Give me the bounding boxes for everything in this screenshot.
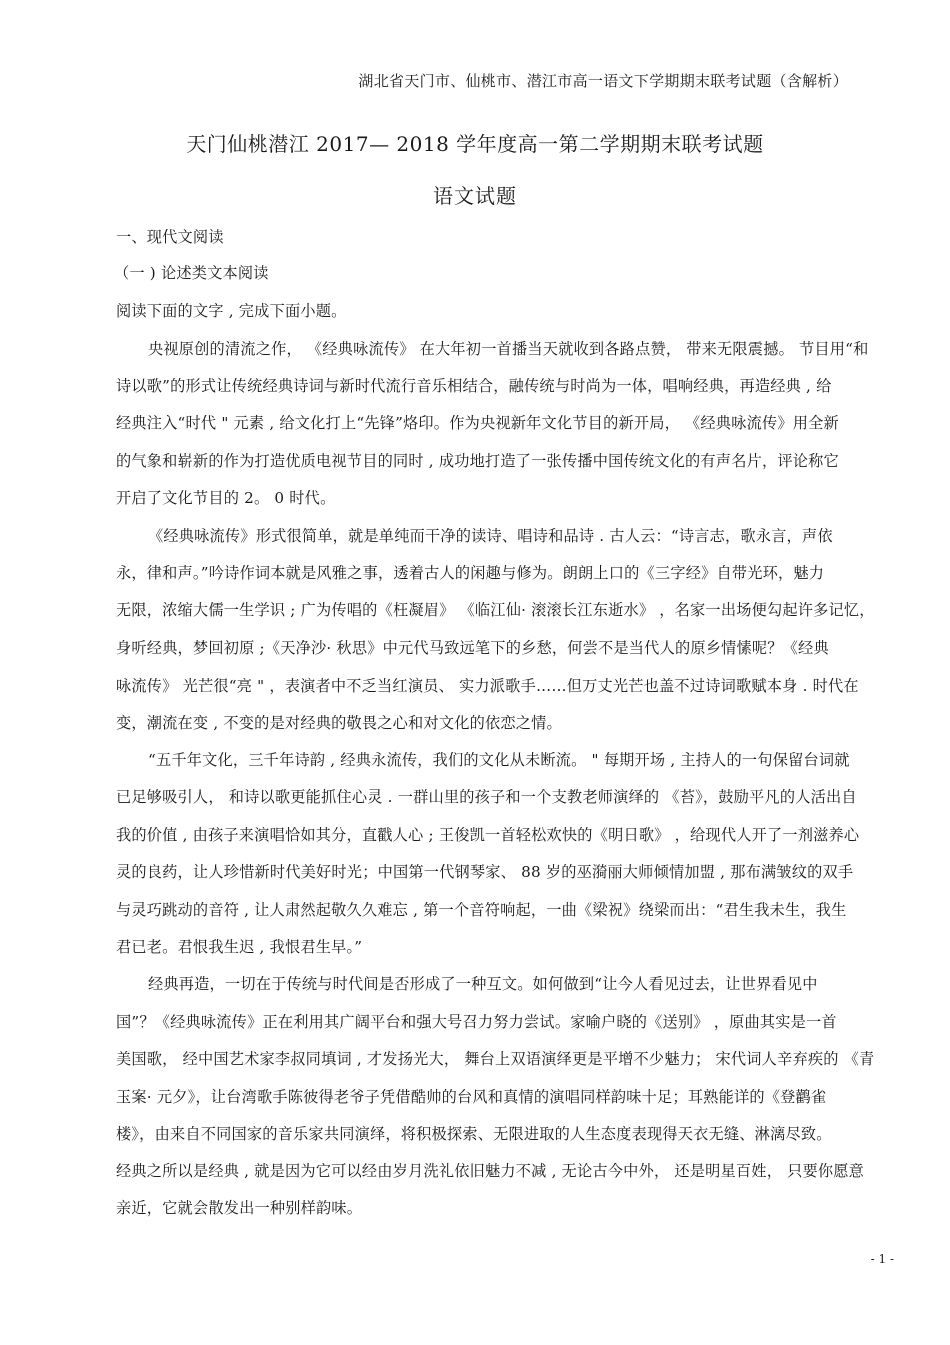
- para2-line2: 永，律和声。”吟诗作词本就是风雅之事，透着古人的闲趣与修为。朗朗上口的《三字经》自带光环，魅力: [116, 564, 825, 582]
- para2-line1: 《经典咏流传》形式很简单，就是单纯而干净的读诗、唱诗和品诗 . 古人云：“诗言志，歌永言，声依: [148, 527, 833, 545]
- para2-line6: 变，潮流在变 , 不变的是对经典的敬畏之心和对文化的依恋之情。: [116, 714, 562, 732]
- para3-line4: 灵的良药，让人珍惜新时代美好时光；中国第一代钢琴家、 88 岁的巫漪丽大师倾情加盟 , 那布满皱纹的双手: [116, 863, 854, 881]
- para1-line3: 经典注入“时代 " 元素 , 给文化打上“先锋”烙印。作为央视新年文化节目的新开局， 《经典咏流传》用全新: [116, 414, 839, 432]
- para1-line5: 开启了文化节目的 2。 0 时代。: [116, 489, 336, 507]
- para3-line2: 已足够吸引人， 和诗以歌更能抓住心灵 . 一群山里的孩子和一个支教老师演绎的 《苔》，鼓励平凡的人活出自: [116, 788, 857, 806]
- para3-line6: 君已老。君恨我生迟 , 我恨君生早。”: [116, 938, 363, 956]
- para4-line2: 国”？《经典咏流传》正在利用其广阔平台和强大号召力努力尝试。家喻户晓的《送别》 ，原曲其实是一首: [116, 1013, 837, 1031]
- reading-instruction: 阅读下面的文字 , 完成下面小题。: [116, 302, 347, 320]
- para2-line4: 身听经典，梦回初原 ;《天净沙· 秋思》中元代马致远笔下的乡愁，何尝不是当代人的原乡情愫呢？《经典: [116, 639, 829, 657]
- para1-line1: 央视原创的清流之作， 《经典咏流传》 在大年初一首播当天就收到各路点赞， 带来无限震撼。 节目用“和: [148, 340, 869, 358]
- para2-line3: 无限，浓缩大儒一生学识 ; 广为传唱的《枉凝眉》 《临江仙· 滚滚长江东逝水》 ，名家一出场便勾起许多记忆，: [116, 601, 875, 619]
- para2-line5: 咏流传》 光芒很“亮 " ，表演者中不乏当红演员、 实力派歌手……但万丈光芒也盖不过诗词歌赋本身 . 时代在: [116, 677, 859, 695]
- para3-line3: 我的价值 , 由孩子来演唱恰如其分，直戳人心 ; 王俊凯一首轻松欢快的《明日歌》 ，给现代人开了一剂滋养心: [116, 826, 860, 844]
- para4-line3: 美国歌， 经中国艺术家李叔同填词 , 才发扬光大， 舞台上双语演绎更是平增不少魅力； 宋代词人辛弃疾的 《青: [116, 1050, 875, 1068]
- para4-line5: 楼》，由来自不同国家的音乐家共同演绎，将积极探索、无限进取的人生态度表现得天衣无缝、淋漓尽致。: [116, 1125, 832, 1143]
- running-header: 湖北省天门市、仙桃市、潜江市高一语文下学期期末联考试题（含解析）: [358, 72, 848, 90]
- para4-line4: 玉案· 元夕》，让台湾歌手陈彼得老爷子凭借酷帅的台风和真情的演唱同样韵味十足；耳熟能详的《登鹳雀: [116, 1088, 827, 1106]
- para3-line5: 与灵巧跳动的音符 , 让人肃然起敬久久难忘 , 第一个音符响起，一曲《梁祝》绕梁而出：“君生我未生，我生: [116, 901, 847, 919]
- para1-line4: 的气象和崭新的作为打造优质电视节目的同时 , 成功地打造了一张传播中国传统文化的有声名片，评论称它: [116, 452, 839, 470]
- section-heading: 一、现代文阅读: [116, 228, 224, 246]
- para1-line2: 诗以歌”的形式让传统经典诗词与新时代流行音乐相结合，融传统与时尚为一体，唱响经典，再造经典 , 给: [116, 377, 832, 395]
- para4-line1: 经典再造，一切在于传统与时代间是否形成了一种互文。如何做到“让今人看见过去，让世界看见中: [148, 975, 818, 993]
- document-subtitle: 语文试题: [433, 184, 517, 208]
- para5-line2: 亲近，它就会散发出一种别样韵味。: [116, 1199, 363, 1217]
- document-title: 天门仙桃潜江 2017— 2018 学年度高一第二学期期末联考试题: [186, 132, 764, 156]
- page-number: - 1 -: [870, 1252, 894, 1266]
- subsection-heading: （一 ) 论述类文本阅读: [114, 264, 269, 282]
- para5-line1: 经典之所以是经典 , 就是因为它可以经由岁月洗礼依旧魅力不减 , 无论古今中外， 还是明星百姓， 只要你愿意: [116, 1162, 865, 1180]
- para3-line1: “五千年文化，三千年诗韵 , 经典永流传，我们的文化从未断流。 " 每期开场 , 主持人的一句保留台词就: [148, 751, 850, 769]
